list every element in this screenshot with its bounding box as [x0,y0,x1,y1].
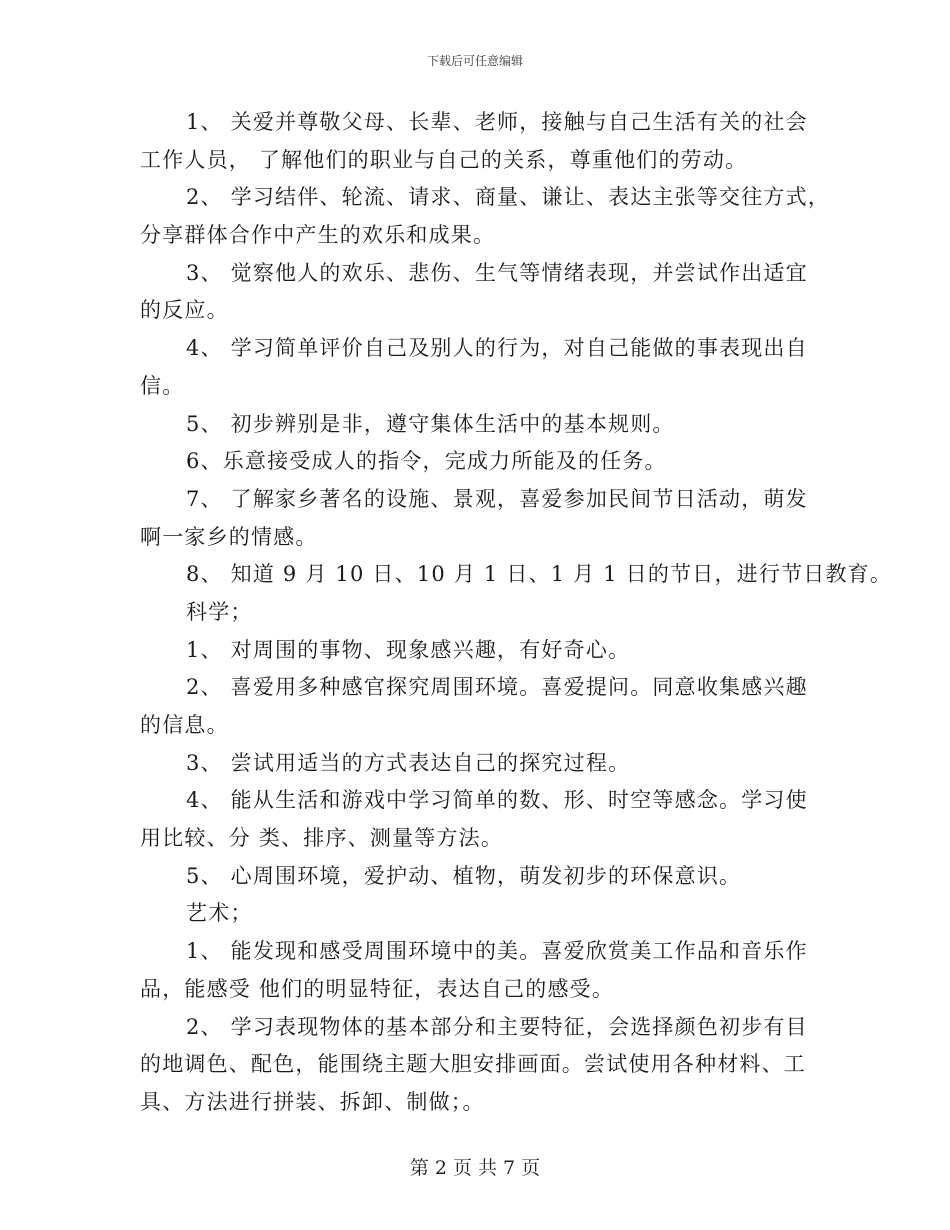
paragraph-line: 2、 喜爱用多种感官探究周围环境。喜爱提问。同意收集感兴趣 [186,675,808,700]
paragraph-line: 5、 心周围环境，爱护动、植物，萌发初步的环保意识。 [186,863,742,888]
paragraph-line: 具、方法进行拼装、拆卸、制做；。 [140,1089,485,1114]
paragraph-line: 信。 [140,373,185,398]
paragraph-line: 1、 对周围的事物、现象感兴趣，有好奇心。 [186,637,631,662]
paragraph-line: 8、 知道 9 月 10 日、10 月 1 日、1 月 1 日的节日，进行节日教育。 [186,562,893,587]
paragraph-line: 3、 觉察他人的欢乐、悲伤、生气等情绪表现，并尝试作出适宜 [186,260,808,285]
paragraph-line: 的信息。 [140,713,229,737]
section-heading-art: 艺术； [186,901,253,926]
paragraph-line: 用比较、分 类、排序、测量等方法。 [140,826,504,851]
paragraph-line: 6、乐意接受成人的指令，完成力所能及的任务。 [186,449,667,474]
document-body [140,104,893,1122]
paragraph-line: 3、 尝试用适当的方式表达自己的探究过程。 [186,750,631,775]
page-header: 下载后可任意编辑 [426,54,523,68]
section-heading-science: 科学； [186,599,253,624]
paragraph-line: 的地调色、配色，能围绕主题大胆安排画面。尝试使用各种材料、工 [140,1052,806,1077]
paragraph-line: 4、 学习简单评价自己及别人的行为，对自己能做的事表现出自 [186,336,808,361]
paragraph-line: 工作人员， 了解他们的职业与自己的关系，尊重他们的劳动。 [140,147,748,172]
paragraph-line: 2、 学习表现物体的基本部分和主要特征，会选择颜色初步有目 [186,1014,808,1039]
paragraph-line: 5、 初步辨别是非，遵守集体生活中的基本规则。 [186,411,675,436]
paragraph-line: 品，能感受 他们的明显特征，表达自己的感受。 [140,976,615,1001]
paragraph-line: 啊一家乡的情感。 [140,524,318,549]
paragraph-line: 7、 了解家乡著名的设施、景观，喜爱参加民间节日活动，萌发 [186,486,808,511]
paragraph-line: 分享群体合作中产生的欢乐和成果。 [140,223,496,248]
paragraph-line: 1、 能发现和感受周围环境中的美。喜爱欣赏美工作品和音乐作 [186,939,808,964]
paragraph-line: 1、 关爱并尊敬父母、长辈、老师，接触与自己生活有关的社会 [186,110,808,134]
page-number-footer: 第 2 页 共 7 页 [409,1157,541,1179]
paragraph-line: 的反应。 [140,298,229,323]
paragraph-line: 2、 学习结伴、轮流、请求、商量、谦让、表达主张等交往方式， [186,185,831,210]
paragraph-line: 4、 能从生活和游戏中学习简单的数、形、时空等感念。学习使 [186,788,808,813]
